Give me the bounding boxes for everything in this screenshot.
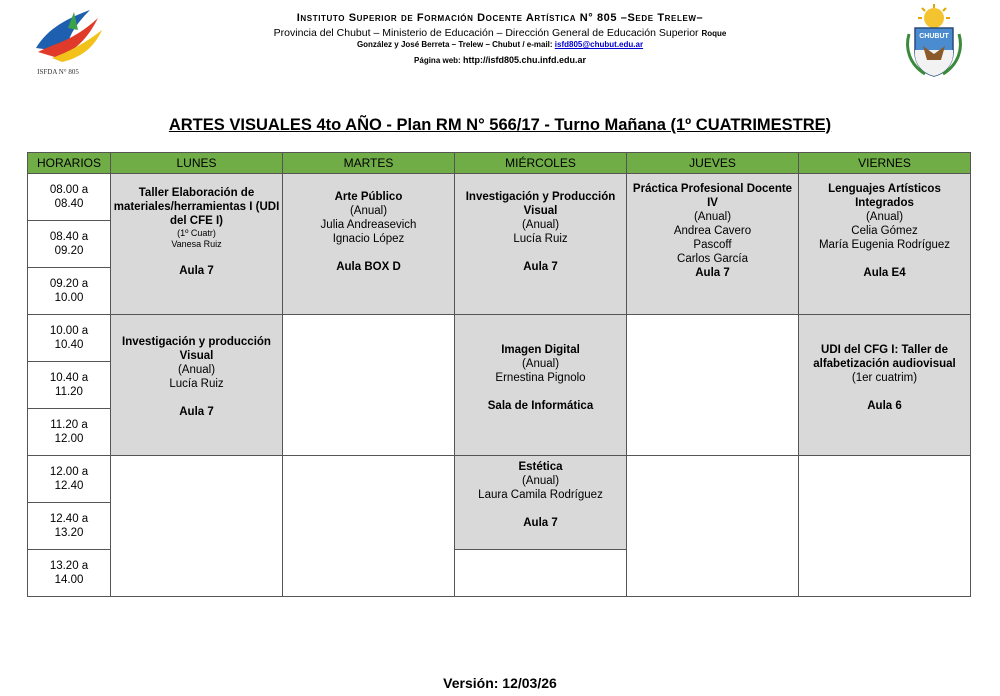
web-url[interactable]: http://isfd805.chu.infd.edu.ar	[462, 55, 586, 65]
class-block-viernes-2: UDI del CFG I: Taller de alfabetización audiovisual (1er cuatrim) Aula 6	[799, 315, 971, 456]
time-slot: 11.20 a 12.00	[28, 409, 111, 456]
time-slot: 12.00 a 12.40	[28, 456, 111, 503]
time-slot: 08.40 a 09.20	[28, 221, 111, 268]
page-title: ARTES VISUALES 4to AÑO - Plan RM N° 566/17 - Turno Mañana (1º CUATRIMESTRE)	[168, 116, 832, 134]
institution-header	[150, 12, 850, 65]
email-link[interactable]: isfd805@chubut.edu.ar	[554, 40, 644, 49]
class-block-jueves-1: Práctica Profesional Docente IV (Anual) Andrea Cavero Pascoff Carlos García Aula 7	[627, 174, 799, 315]
table-row	[28, 174, 971, 221]
col-header-miercoles: MIÉRCOLES	[455, 153, 627, 174]
time-slot: 09.20 a 10.00	[28, 268, 111, 315]
empty-block-martes-3	[283, 456, 455, 597]
empty-block-martes-2	[283, 315, 455, 456]
time-slot: 10.40 a 11.20	[28, 362, 111, 409]
empty-block-jueves-2	[627, 315, 799, 456]
svg-text:ISFDA N° 805: ISFDA N° 805	[37, 68, 79, 76]
col-header-lunes: LUNES	[111, 153, 283, 174]
header-row	[28, 153, 971, 174]
schedule-table	[27, 152, 971, 597]
empty-block-lunes-3	[111, 456, 283, 597]
svg-text:CHUBUT: CHUBUT	[919, 33, 949, 40]
empty-block-viernes-3	[799, 456, 971, 597]
version-footer: Versión: 12/03/26	[443, 675, 557, 691]
province-line: Provincia del Chubut – Ministerio de Educación – Dirección General de Educación Superior Roque	[273, 27, 727, 39]
col-header-horarios: HORARIOS	[28, 153, 111, 174]
empty-block-miercoles-4	[455, 550, 627, 597]
col-header-jueves: JUEVES	[627, 153, 799, 174]
address-line: González y José Berreta – Trelew – Chubut / e-mail: isfd805@chubut.edu.ar	[356, 40, 644, 49]
class-block-martes-1: Arte Público (Anual) Julia Andreasevich Ignacio López Aula BOX D	[283, 174, 455, 315]
time-slot: 13.20 a 14.00	[28, 550, 111, 597]
table-row	[28, 315, 971, 362]
class-block-miercoles-1: Investigación y Producción Visual (Anual) Lucía Ruiz Aula 7	[455, 174, 627, 315]
time-slot: 08.00 a 08.40	[28, 174, 111, 221]
col-header-viernes: VIERNES	[799, 153, 971, 174]
class-block-miercoles-3: Estética (Anual) Laura Camila Rodríguez Aula 7	[455, 456, 627, 550]
web-line: Página web: http://isfd805.chu.infd.edu.ar	[414, 55, 586, 65]
institute-name: Instituto Superior de Formación Docente Artística N° 805 –Sede Trelew–	[296, 12, 704, 24]
time-slot: 10.00 a 10.40	[28, 315, 111, 362]
isfda-logo	[28, 8, 110, 78]
time-slot: 12.40 a 13.20	[28, 503, 111, 550]
class-block-lunes-1: Taller Elaboración de materiales/herramientas I (UDI del CFE I) (1º Cuatr) Vanesa Ruiz Aula 7	[111, 174, 283, 315]
chubut-shield-logo	[903, 4, 965, 78]
class-block-miercoles-2: Imagen Digital (Anual) Ernestina Pignolo Sala de Informática	[455, 315, 627, 456]
empty-block-jueves-3	[627, 456, 799, 597]
table-row	[28, 456, 971, 503]
class-block-lunes-2: Investigación y producción Visual (Anual) Lucía Ruiz Aula 7	[111, 315, 283, 456]
col-header-martes: MARTES	[283, 153, 455, 174]
class-block-viernes-1: Lenguajes Artísticos Integrados (Anual) Celia Gómez María Eugenia Rodríguez Aula E4	[799, 174, 971, 315]
